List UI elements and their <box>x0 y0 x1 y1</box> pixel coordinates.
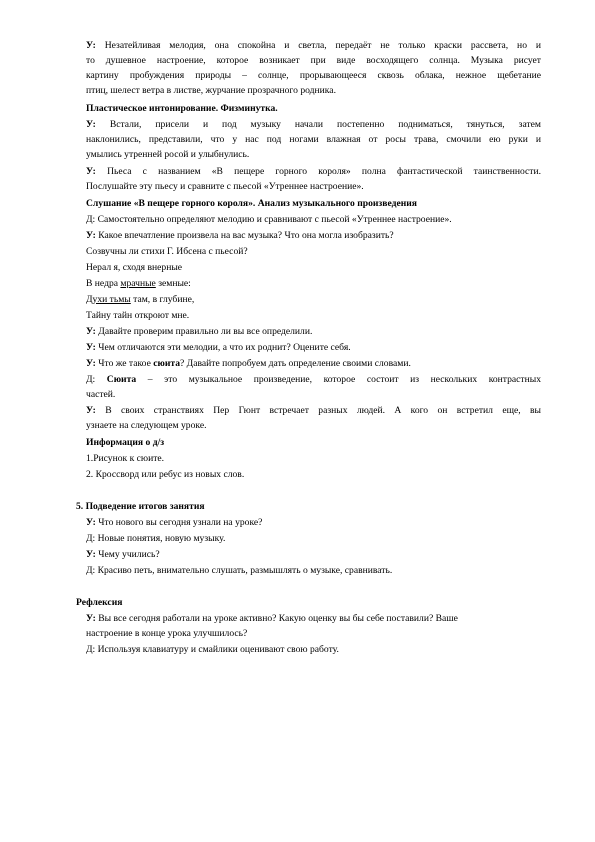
paragraph <box>86 308 541 323</box>
paragraph <box>86 372 541 402</box>
text-segment: У: <box>86 166 108 177</box>
text-segment: частей. <box>86 388 116 400</box>
text-line <box>86 179 541 194</box>
text-segment: Какое впечатление произвела на вас музыка? Что она могла изобразить? <box>98 229 394 241</box>
text-segment: умылись утренней росой и улыбнулись. <box>86 148 250 160</box>
text-line <box>86 642 541 657</box>
text-segment: Тайну тайн откроют мне. <box>86 309 190 321</box>
paragraph <box>86 101 541 116</box>
text-line <box>86 467 541 482</box>
paragraph <box>76 595 531 610</box>
paragraph <box>86 260 541 275</box>
text-segment: Д: Самостоятельно определяют мелодию и сравнивают с пьесой «Утреннее настроение». <box>86 213 452 225</box>
text-line <box>86 164 541 179</box>
text-line <box>86 196 541 211</box>
text-segment: Давайте проверим правильно ли вы все определили. <box>98 325 313 337</box>
text-segment: мрачные <box>120 277 156 289</box>
text-line <box>86 117 541 132</box>
text-line <box>86 626 541 641</box>
text-segment: Встали, присели и под музыку начали постепенно подниматься, тянуться, затем <box>109 118 541 130</box>
text-segment: У: <box>86 40 105 51</box>
text-segment: Чему учились? <box>98 548 160 560</box>
text-line <box>86 451 541 466</box>
paragraph <box>86 164 541 194</box>
text-line <box>76 595 531 610</box>
paragraph <box>86 531 541 546</box>
text-segment: В недра <box>86 277 121 289</box>
text-segment: Д: <box>86 373 107 385</box>
text-segment: Д: Красиво петь, внимательно слушать, размышлять о музыке, сравнивать. <box>86 564 393 576</box>
text-line <box>86 579 541 594</box>
text-line <box>86 418 541 433</box>
paragraph <box>86 515 541 530</box>
text-segment: узнаете на следующем уроке. <box>86 420 207 432</box>
paragraph <box>86 38 541 98</box>
text-segment: Д: Используя клавиатуру и смайлики оценивают свою работу. <box>86 644 339 656</box>
text-segment: У: <box>86 357 99 369</box>
text-line <box>86 260 541 275</box>
paragraph <box>86 547 541 562</box>
text-line <box>86 356 541 371</box>
text-segment: 1.Рисунок к сюите. <box>86 452 165 464</box>
text-line <box>86 340 541 355</box>
text-line <box>86 228 541 243</box>
text-segment: ? Давайте попробуем дать определение своими словами. <box>180 357 411 369</box>
text-segment: У: <box>86 325 99 337</box>
text-line <box>86 147 541 162</box>
text-segment: наклонились, представили, что у нас под ногами влажная от росы трава, смочили ею руки и <box>86 133 541 145</box>
text-segment: Рефлексия <box>76 596 123 608</box>
paragraph <box>86 579 541 594</box>
paragraph <box>86 340 541 355</box>
text-line <box>86 276 541 291</box>
text-segment: Созвучны ли стихи Г. Ибсена с пьесой? <box>86 245 248 257</box>
paragraph <box>86 356 541 371</box>
text-line <box>86 292 541 307</box>
text-segment: Сюита <box>106 373 137 385</box>
paragraph <box>86 563 541 578</box>
text-line <box>76 499 531 514</box>
paragraph <box>86 117 541 162</box>
text-segment: Чем отличаются эти мелодии, а что их роднит? Оцените себя. <box>98 341 351 353</box>
text-segment: Вы все сегодня работали на уроке активно? Какую оценку вы бы себе поставили? Ваше <box>98 612 458 624</box>
text-segment: 2. Кроссворд или ребус из новых слов. <box>86 468 245 480</box>
text-segment: настроение в конце урока улучшилось? <box>86 627 248 639</box>
paragraph <box>86 451 541 466</box>
text-segment: картину пробуждения природы – солнце, прорывающееся сквозь облака, нежное щебетание <box>86 70 541 81</box>
text-line <box>86 563 541 578</box>
text-segment: Что нового вы сегодня узнали на уроке? <box>98 516 263 528</box>
text-segment: Д: Новые понятия, новую музыку. <box>86 532 226 544</box>
text-line <box>86 483 541 498</box>
text-segment: У: <box>86 405 106 417</box>
text-segment: Духи тьмы <box>86 293 131 305</box>
paragraph <box>86 324 541 339</box>
text-segment: Пьеса с названием «В пещере горного короля» полна фантастической таинственности. <box>107 166 541 177</box>
text-line <box>86 372 541 387</box>
text-line <box>86 387 541 402</box>
text-line <box>86 324 541 339</box>
text-segment: Что же такое <box>98 357 154 369</box>
text-segment: У: <box>86 341 99 353</box>
text-segment: то душевное настроение, которое возникает при виде восходящего солнца. Музыка рисует <box>86 55 541 66</box>
text-line <box>86 83 541 98</box>
text-segment: птиц, шелест ветра в листве, журчание прозрачного родника. <box>86 85 336 96</box>
text-segment: – это музыкальное произведение, которое состоит из нескольких контрастных <box>136 373 541 385</box>
text-segment: У: <box>86 516 99 528</box>
paragraph <box>86 292 541 307</box>
paragraph <box>86 403 541 433</box>
paragraph <box>86 435 541 450</box>
text-line <box>86 212 541 227</box>
text-line <box>86 435 541 450</box>
paragraph <box>86 276 541 291</box>
text-segment: там, в глубине, <box>130 293 195 305</box>
text-line <box>86 101 541 116</box>
text-line <box>86 132 541 147</box>
paragraph <box>86 244 541 259</box>
text-segment: В своих странствиях Пер Гюнт встречает разных людей. А кого он встретил еще, вы <box>105 405 541 417</box>
paragraph <box>86 467 541 482</box>
text-line <box>86 38 541 53</box>
text-line <box>86 53 541 68</box>
text-segment: Послушайте эту пьесу и сравните с пьесой «Утреннее настроение». <box>86 181 364 192</box>
text-segment: Пластическое интонирование. Физминутка. <box>86 102 278 114</box>
text-line <box>86 547 541 562</box>
paragraph <box>86 642 541 657</box>
text-line <box>86 531 541 546</box>
text-line <box>86 611 541 626</box>
paragraph <box>86 483 541 498</box>
text-segment: земные: <box>155 277 191 289</box>
text-segment: Нерал я, сходя внерные <box>86 261 183 273</box>
paragraph <box>86 196 541 211</box>
text-line <box>86 515 541 530</box>
text-segment: Слушание «В пещере горного короля». Анализ музыкального произведения <box>86 197 417 209</box>
paragraph <box>76 499 531 514</box>
paragraph <box>86 212 541 227</box>
text-segment: 5. Подведение итогов занятия <box>76 500 205 512</box>
text-segment: У: <box>86 118 110 130</box>
text-segment: Информация о д/з <box>86 436 165 448</box>
text-line <box>86 244 541 259</box>
text-line <box>86 403 541 418</box>
text-segment: Незатейливая мелодия, она спокойна и светла, передаёт не только краски рассвета, но и <box>104 40 541 51</box>
text-segment: У: <box>86 548 99 560</box>
text-segment: У: <box>86 229 99 241</box>
text-line <box>86 308 541 323</box>
text-segment: сюита <box>153 357 180 369</box>
text-segment: У: <box>86 612 99 624</box>
text-line <box>86 68 541 83</box>
paragraph <box>86 228 541 243</box>
paragraph <box>86 611 541 641</box>
